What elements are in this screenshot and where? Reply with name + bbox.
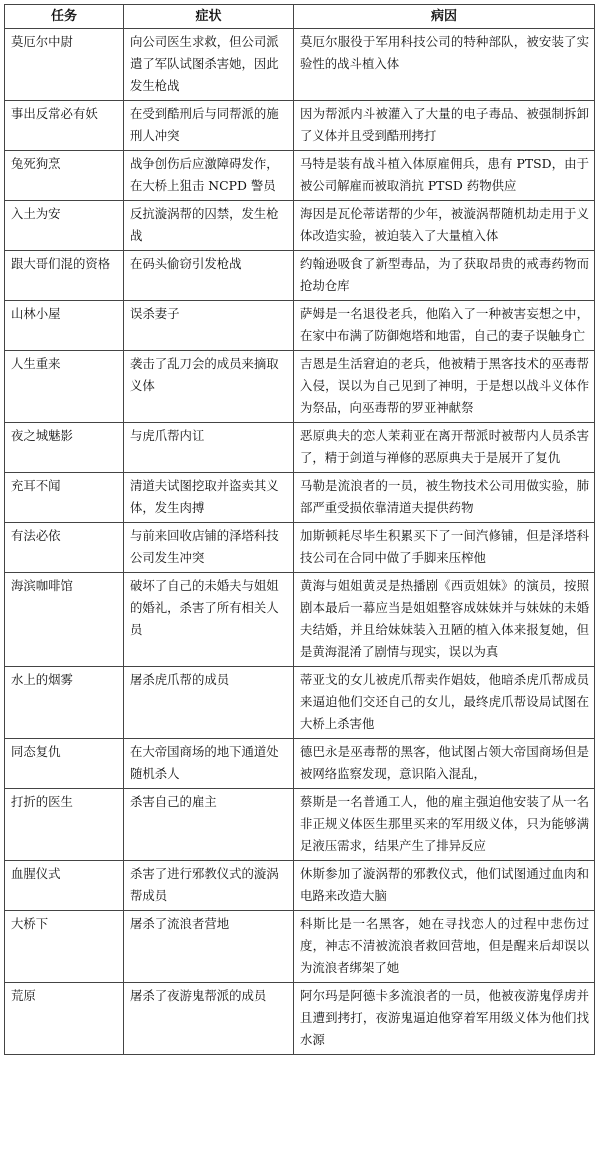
cause-cell: 恶原典夫的恋人茉莉亚在离开帮派时被帮内人员杀害了，精于剑道与禅修的恶原典夫于是展开了复仇 xyxy=(294,423,595,473)
task-cell: 莫厄尔中尉 xyxy=(5,29,124,101)
task-cell: 跟大哥们混的资格 xyxy=(5,251,124,301)
symptom-cell: 破坏了自己的未婚夫与姐姐的婚礼，杀害了所有相关人员 xyxy=(124,573,294,667)
task-cell: 夜之城魅影 xyxy=(5,423,124,473)
table-row xyxy=(5,523,595,573)
header-cause: 病因 xyxy=(294,5,595,29)
cause-cell: 马特是装有战斗植入体原雇佣兵，患有 PTSD，由于被公司解雇而被取消抗 PTSD 药物供应 xyxy=(294,151,595,201)
task-cell: 打折的医生 xyxy=(5,789,124,861)
symptom-cell: 在大帝国商场的地下通道处随机杀人 xyxy=(124,739,294,789)
symptom-table xyxy=(4,4,595,1055)
cause-cell: 阿尔玛是阿德卡多流浪者的一员，他被夜游鬼俘虏并且遭到拷打，夜游鬼逼迫他穿着军用级义体为他们找水源 xyxy=(294,983,595,1055)
table-row xyxy=(5,423,595,473)
symptom-cell: 在码头偷窃引发枪战 xyxy=(124,251,294,301)
table-row xyxy=(5,861,595,911)
table-row xyxy=(5,29,595,101)
symptom-cell: 杀害了进行邪教仪式的漩涡帮成员 xyxy=(124,861,294,911)
header-row xyxy=(5,5,595,29)
cause-cell: 莫厄尔服役于军用科技公司的特种部队，被安装了实验性的战斗植入体 xyxy=(294,29,595,101)
header-task: 任务 xyxy=(5,5,124,29)
cause-cell: 海因是瓦伦蒂诺帮的少年，被漩涡帮随机劫走用于义体改造实验，被迫装入了大量植入体 xyxy=(294,201,595,251)
symptom-cell: 向公司医生求救，但公司派遣了军队试图杀害她，因此发生枪战 xyxy=(124,29,294,101)
table-row xyxy=(5,789,595,861)
cause-cell: 德巴永是巫毒帮的黑客，他试图占领大帝国商场但是被网络监察发现，意识陷入混乱， xyxy=(294,739,595,789)
table-row xyxy=(5,911,595,983)
cause-cell: 黄海与姐姐黄灵是热播剧《西贡姐妹》的演员，按照剧本最后一幕应当是姐姐整容成妹妹并与妹妹的未婚夫结婚，并且给妹妹装入丑陋的植入体来报复她，但是黄海混淆了剧情与现实，误以为真 xyxy=(294,573,595,667)
task-cell: 海滨咖啡馆 xyxy=(5,573,124,667)
task-cell: 充耳不闻 xyxy=(5,473,124,523)
task-cell: 大桥下 xyxy=(5,911,124,983)
task-cell: 荒原 xyxy=(5,983,124,1055)
table-row xyxy=(5,301,595,351)
cause-cell: 科斯比是一名黑客，她在寻找恋人的过程中悲伤过度，神志不清被流浪者救回营地，但是醒来后却误以为流浪者绑架了她 xyxy=(294,911,595,983)
cause-cell: 吉恩是生活窘迫的老兵，他被精于黑客技术的巫毒帮入侵，误以为自己见到了神明，于是想以战斗义体作为祭品，向巫毒帮的罗亚神献祭 xyxy=(294,351,595,423)
task-cell: 山林小屋 xyxy=(5,301,124,351)
cause-cell: 加斯顿耗尽毕生积累买下了一间汽修铺，但是泽塔科技公司在合同中做了手脚来压榨他 xyxy=(294,523,595,573)
cause-cell: 萨姆是一名退役老兵，他陷入了一种被害妄想之中，在家中布满了防御炮塔和地雷，自己的妻子误触身亡 xyxy=(294,301,595,351)
table-row xyxy=(5,983,595,1055)
task-cell: 兔死狗烹 xyxy=(5,151,124,201)
table-row xyxy=(5,251,595,301)
symptom-cell: 屠杀了夜游鬼帮派的成员 xyxy=(124,983,294,1055)
cause-cell: 蔡斯是一名普通工人，他的雇主强迫他安装了从一名非正规义体医生那里买来的军用级义体，只为能够满足液压需求，结果产生了排异反应 xyxy=(294,789,595,861)
symptom-cell: 反抗漩涡帮的囚禁，发生枪战 xyxy=(124,201,294,251)
cause-cell: 马勒是流浪者的一员，被生物技术公司用做实验，肺部严重受损依靠清道夫提供药物 xyxy=(294,473,595,523)
header-symptom: 症状 xyxy=(124,5,294,29)
symptom-cell: 战争创伤后应激障碍发作，在大桥上狙击 NCPD 警员 xyxy=(124,151,294,201)
symptom-cell: 袭击了乱刀会的成员来摘取义体 xyxy=(124,351,294,423)
table-row xyxy=(5,151,595,201)
symptom-cell: 误杀妻子 xyxy=(124,301,294,351)
task-cell: 人生重来 xyxy=(5,351,124,423)
table-row xyxy=(5,667,595,739)
cause-cell: 蒂亚戈的女儿被虎爪帮卖作娼妓，他暗杀虎爪帮成员来逼迫他们交还自己的女儿，最终虎爪帮设局试图在大桥上杀害他 xyxy=(294,667,595,739)
cause-cell: 约翰逊吸食了新型毒品，为了获取昂贵的戒毒药物而抢劫仓库 xyxy=(294,251,595,301)
task-cell: 事出反常必有妖 xyxy=(5,101,124,151)
task-cell: 入土为安 xyxy=(5,201,124,251)
table-row xyxy=(5,101,595,151)
cause-cell: 休斯参加了漩涡帮的邪教仪式，他们试图通过血肉和电路来改造大脑 xyxy=(294,861,595,911)
table-row xyxy=(5,473,595,523)
symptom-cell: 屠杀了流浪者营地 xyxy=(124,911,294,983)
task-cell: 同态复仇 xyxy=(5,739,124,789)
task-cell: 有法必依 xyxy=(5,523,124,573)
task-cell: 水上的烟雾 xyxy=(5,667,124,739)
table-row xyxy=(5,739,595,789)
symptom-cell: 在受到酷刑后与同帮派的施刑人冲突 xyxy=(124,101,294,151)
table-row xyxy=(5,351,595,423)
table-row xyxy=(5,573,595,667)
table-row xyxy=(5,201,595,251)
symptom-cell: 杀害自己的雇主 xyxy=(124,789,294,861)
symptom-cell: 清道夫试图挖取并盗卖其义体，发生肉搏 xyxy=(124,473,294,523)
cause-cell: 因为帮派内斗被灌入了大量的电子毒品、被强制拆卸了义体并且受到酷刑拷打 xyxy=(294,101,595,151)
symptom-cell: 与前来回收店铺的泽塔科技公司发生冲突 xyxy=(124,523,294,573)
task-cell: 血腥仪式 xyxy=(5,861,124,911)
symptom-cell: 屠杀虎爪帮的成员 xyxy=(124,667,294,739)
symptom-cell: 与虎爪帮内讧 xyxy=(124,423,294,473)
